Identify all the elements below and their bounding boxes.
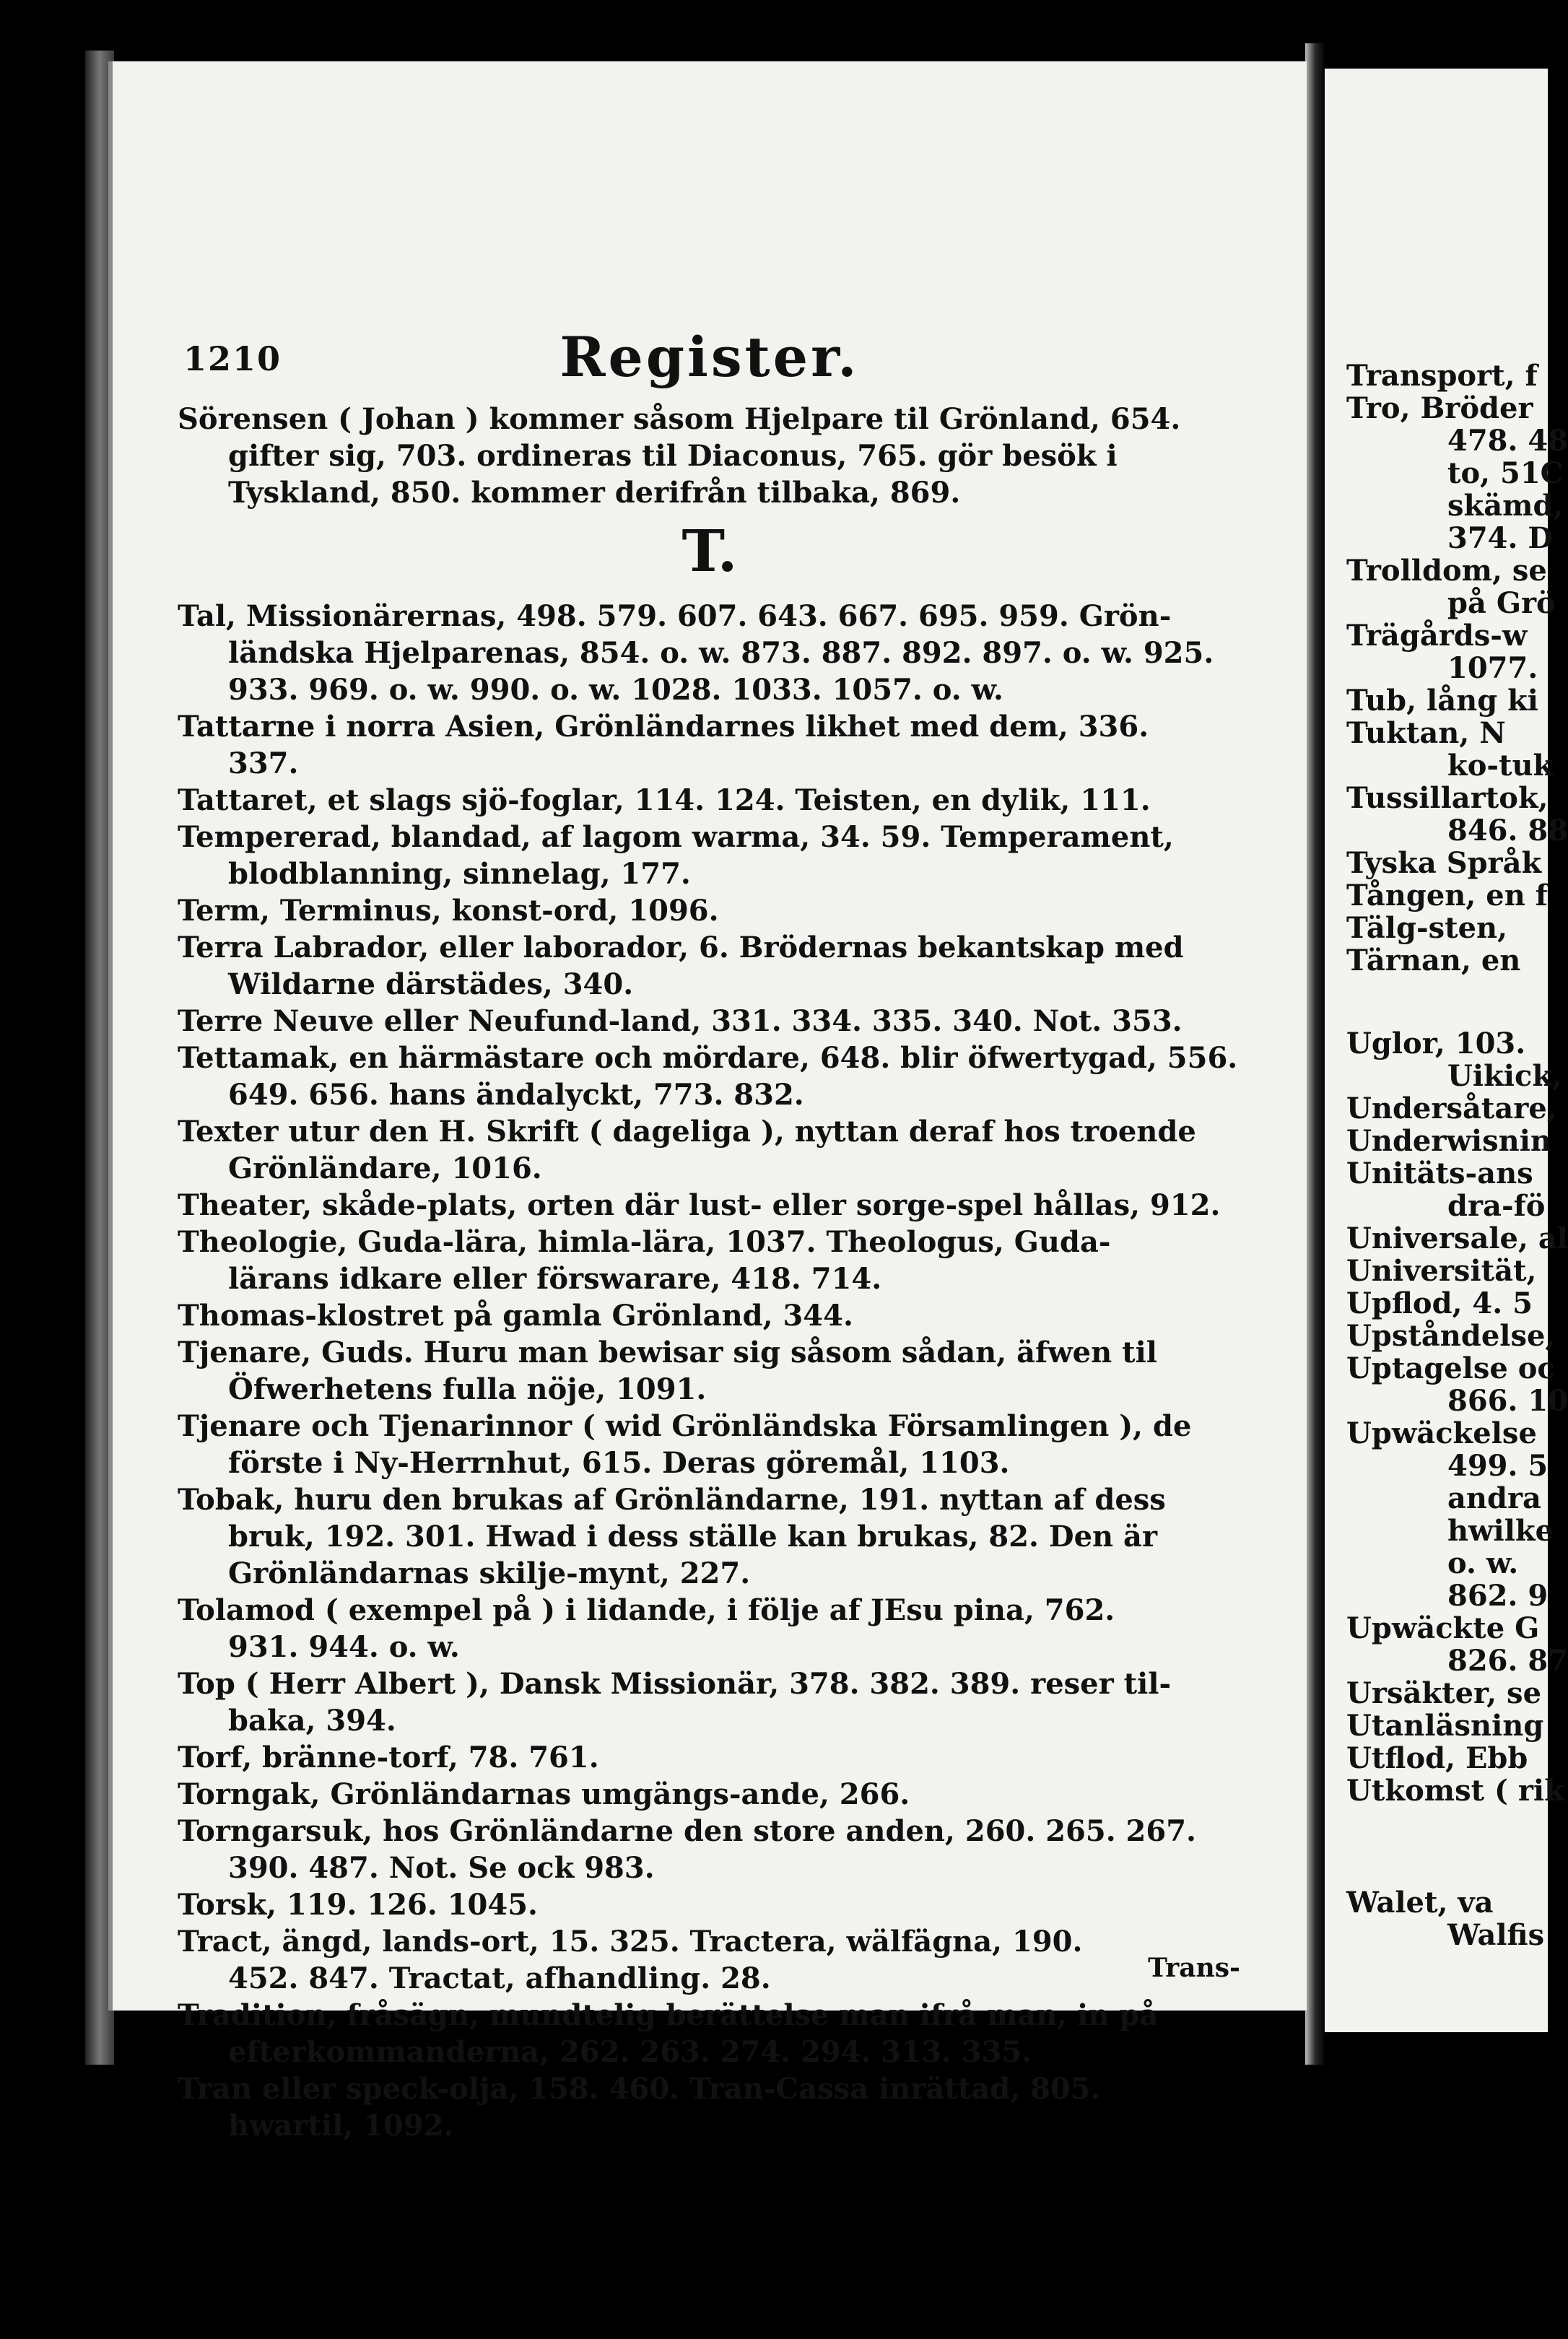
register-line: Term, Terminus, konst-ord, 1096.	[178, 894, 719, 928]
register-line: Utanläsning	[1346, 1709, 1544, 1743]
register-line: Tettamak, en härmästare och mördare, 648. blir öfwertygad, 556.	[178, 1041, 1238, 1075]
left-page	[108, 61, 1307, 2143]
register-line: Texter utur den H. Skrift ( dageliga ), nyttan deraf hos troende	[178, 1115, 1196, 1149]
register-line: Unitäts-ans	[1346, 1157, 1533, 1190]
register-line: Top ( Herr Albert ), Dansk Missionär, 378. 382. 389. reser til-	[178, 1667, 1172, 1701]
register-line: Grönländare, 1016.	[228, 1151, 542, 1185]
register-line: Upflod, 4. 5	[1346, 1286, 1533, 1320]
register-line: Undersåtare,	[1346, 1092, 1557, 1125]
register-line: Grönländarnas skilje-mynt, 227.	[228, 1556, 751, 1590]
register-line: Uglor, 103.	[1346, 1027, 1526, 1060]
register-line: ko-tuk	[1447, 749, 1554, 783]
register-line: Walfis	[1447, 1918, 1545, 1952]
register-line: o. w.	[1447, 1546, 1519, 1580]
register-line: Upwäckelse	[1346, 1416, 1537, 1450]
page-number: 1210	[183, 339, 282, 378]
catchword: Trans-	[1148, 1953, 1240, 1983]
register-line: Tal, Missionärernas, 498. 579. 607. 643. 667. 695. 959. Grön-	[178, 599, 1172, 633]
register-line: Terre Neuve eller Neufund-land, 331. 334. 335. 340. Not. 353.	[178, 1004, 1182, 1038]
register-line: Wildarne därstädes, 340.	[228, 967, 634, 1001]
register-line: blodblanning, sinnelag, 177.	[228, 857, 691, 891]
register-line: Öfwerhetens fulla nöje, 1091.	[228, 1372, 707, 1406]
register-line: Torf, bränne-torf, 78. 761.	[178, 1741, 599, 1774]
register-line: dra-fö	[1447, 1189, 1546, 1223]
register-line: Tärnan, en	[1346, 944, 1521, 977]
register-line: Tjenare, Guds. Huru man bewisar sig såsom sådan, äfwen til	[178, 1336, 1157, 1369]
register-line: lärans idkare eller förswarare, 418. 714.	[228, 1262, 882, 1296]
register-line: Universale, al	[1346, 1221, 1568, 1255]
register-line: 862. 9	[1447, 1579, 1549, 1613]
register-line: 1077.	[1447, 651, 1538, 685]
register-line: 390. 487. Not. Se ock 983.	[228, 1851, 655, 1885]
register-line: Transport, f	[1346, 359, 1538, 393]
register-line: to, 51C	[1447, 456, 1564, 490]
register-line: 866. 10	[1447, 1384, 1568, 1418]
section-letter: T.	[681, 517, 738, 585]
register-line: Tract, ängd, lands-ort, 15. 325. Tractera, wälfägna, 190.	[178, 1925, 1083, 1959]
register-line: Tattarne i norra Asien, Grönländarnes likhet med dem, 336.	[178, 710, 1149, 744]
register-line: 374. D	[1447, 521, 1554, 555]
register-line: 337.	[228, 746, 299, 780]
register-line: Tälg-sten,	[1346, 911, 1508, 945]
register-line: förste i Ny-Herrnhut, 615. Deras göremål, 1103.	[228, 1446, 1010, 1480]
register-line: skämd,	[1447, 489, 1564, 523]
register-line: Torsk, 119. 126. 1045.	[178, 1888, 538, 1922]
page-header	[141, 282, 1278, 389]
register-line: Trägårds-w	[1346, 619, 1528, 653]
register-line: Uikick,	[1447, 1059, 1562, 1093]
register-line: Torngak, Grönländarnas umgängs-ande, 266.	[178, 1777, 910, 1811]
register-line: Tempererad, blandad, af lagom warma, 34. 59. Temperament,	[178, 820, 1174, 854]
register-line: ländska Hjelparenas, 854. o. w. 873. 887. 892. 897. o. w. 925.	[228, 636, 1214, 670]
register-line: efterkommanderna, 262. 263. 274. 294. 313. 335.	[228, 2035, 1032, 2069]
register-line: 826. 87	[1447, 1644, 1568, 1678]
register-line: Utflod, Ebb	[1346, 1741, 1528, 1775]
register-line: hwilke	[1447, 1514, 1554, 1548]
register-line: Universität,	[1346, 1254, 1537, 1288]
register-line: andra	[1447, 1481, 1541, 1515]
register-line: Tussillartok,	[1346, 781, 1549, 815]
register-line: Tro, Bröder	[1346, 391, 1533, 425]
register-line: Uptagelse oc	[1346, 1351, 1555, 1385]
register-line: Tolamod ( exempel på ) i lidande, i följe af JEsu pina, 762.	[178, 1593, 1115, 1627]
register-line: 931. 944. o. w.	[228, 1630, 460, 1664]
register-line: bruk, 192. 301. Hwad i dess ställe kan brukas, 82. Den är	[228, 1520, 1158, 1554]
register-line: Sörensen ( Johan ) kommer såsom Hjelpare til Grönland, 654.	[178, 402, 1181, 436]
register-line: Trolldom, se	[1346, 554, 1547, 588]
register-line: Tobak, huru den brukas af Grönländarne, 191. nyttan af dess	[178, 1483, 1166, 1517]
register-line: Tran eller speck-olja, 158. 460. Tran-Cassa inrättad, 805.	[178, 2072, 1101, 2106]
register-line: 478. 48	[1447, 424, 1568, 458]
register-line: Tjenare och Tjenarinnor ( wid Grönländska Församlingen ), de	[178, 1409, 1192, 1443]
register-line: baka, 394.	[228, 1704, 396, 1738]
register-line: Theologie, Guda-lära, himla-lära, 1037. Theologus, Guda-	[178, 1225, 1111, 1259]
register-line: Tradition, fråsägn, mundtelig berättelse man ifrå man, in på	[178, 1998, 1159, 2032]
register-line: Tattaret, et slags sjö-foglar, 114. 124. Teisten, en dylik, 111.	[178, 783, 1151, 817]
register-line: 649. 656. hans ändalyckt, 773. 832.	[228, 1078, 804, 1112]
register-line: 846. 88	[1447, 814, 1568, 848]
register-line: Upståndelse,	[1346, 1319, 1556, 1353]
register-line: hwartil, 1092.	[228, 2109, 454, 2143]
register-line: Tyska Språk	[1346, 846, 1542, 880]
register-line: Utkomst ( rik	[1346, 1774, 1564, 1808]
register-line: Torngarsuk, hos Grönländarne den store anden, 260. 265. 267.	[178, 1814, 1196, 1848]
register-line: Tyskland, 850. kommer derifrån tilbaka, 869.	[228, 476, 961, 510]
register-line: Upwäckte G	[1346, 1611, 1540, 1645]
page-title: Register.	[559, 325, 860, 389]
register-line: Terra Labrador, eller laborador, 6. Brödernas bekantskap med	[178, 931, 1184, 964]
register-line: Ursäkter, se	[1346, 1676, 1542, 1710]
register-line: Thomas-klostret på gamla Grönland, 344.	[178, 1299, 853, 1333]
register-line: Tub, lång ki	[1346, 684, 1538, 718]
register-line: 452. 847. Tractat, afhandling. 28.	[228, 1961, 771, 1995]
register-line: Theater, skåde-plats, orten där lust- eller sorge-spel hållas, 912.	[178, 1188, 1221, 1222]
register-line: Tången, en f	[1346, 879, 1548, 912]
register-line: Tuktan, N	[1346, 716, 1506, 750]
register-line: 499. 5	[1447, 1449, 1549, 1483]
register-line: på Grö	[1447, 586, 1556, 620]
register-line: gifter sig, 703. ordineras til Diaconus, 765. gör besök i	[228, 439, 1118, 473]
register-line: Walet, va	[1346, 1886, 1494, 1920]
book-gutter	[1305, 43, 1325, 2065]
register-line: 933. 969. o. w. 990. o. w. 1028. 1033. 1057. o. w.	[228, 673, 1003, 707]
register-line: Underwisnin	[1346, 1124, 1551, 1158]
right-page	[1325, 69, 1568, 2032]
